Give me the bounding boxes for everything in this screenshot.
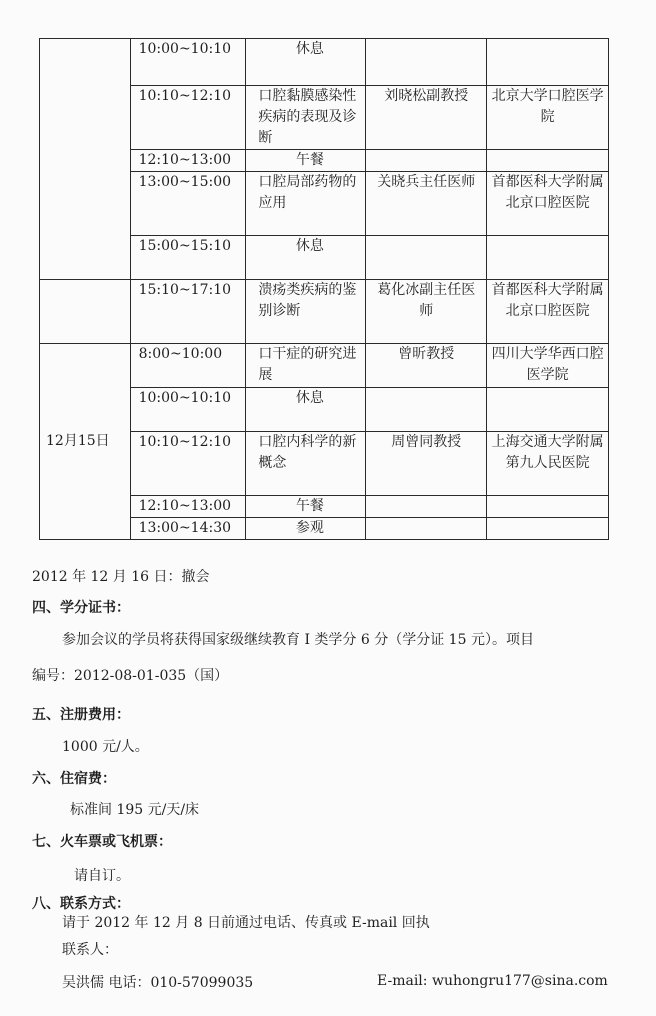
topic-cell (246, 150, 366, 172)
topic-text: 休息 (295, 390, 324, 406)
time-cell: 13:00~15:00 (130, 172, 246, 236)
topic-text: 口腔局部药物的应用 (258, 174, 357, 211)
speaker-cell: 曾昕教授 (366, 344, 487, 388)
time-cell: 10:00~10:10 (130, 39, 246, 86)
speaker-cell: 关晓兵主任医师 (366, 172, 487, 236)
section-credit-heading: 四、学分证书： (32, 600, 130, 616)
time-cell: 12:10~13:00 (130, 150, 246, 172)
schedule-table (39, 38, 609, 540)
speaker-cell: 葛化冰副主任医师 (366, 280, 487, 344)
topic-text: 休息 (295, 238, 324, 254)
speaker-cell: 刘晓松副教授 (366, 86, 487, 150)
topic-text: 休息 (295, 41, 324, 57)
table-row (40, 39, 609, 86)
time-cell: 10:10~12:10 (130, 86, 246, 150)
topic-text: 午餐 (295, 498, 324, 514)
topic-cell (246, 388, 366, 432)
departure-line: 2012 年 12 月 16 日：撤会 (32, 569, 210, 585)
contact-phone: 吴洪儒 电话：010-57099035 (62, 975, 254, 991)
contact-label: 联系人： (62, 942, 118, 958)
topic-cell (246, 518, 366, 540)
section-credit-text-1: 参加会议的学员将获得国家级继续教育 I 类学分 6 分（学分证 15 元）。项目 (62, 632, 534, 648)
topic-text: 参观 (295, 520, 324, 536)
contact-email: E-mail: wuhongru177@sina.com (377, 973, 608, 989)
speaker-cell (366, 496, 487, 518)
time-cell: 8:00~10:00 (130, 344, 246, 388)
topic-cell (246, 280, 366, 344)
topic-cell (246, 432, 366, 496)
topic-cell (246, 39, 366, 86)
table-row (40, 344, 609, 388)
speaker-cell (366, 518, 487, 540)
date-label: 12月15日 (46, 433, 110, 449)
institution-cell: 四川大学华西口腔医学院 (487, 344, 609, 388)
date-cell (40, 344, 131, 540)
speaker-cell (366, 39, 487, 86)
topic-cell (246, 86, 366, 150)
topic-cell (246, 496, 366, 518)
section-contact-heading: 八、联系方式： (32, 896, 130, 912)
topic-text: 午餐 (295, 152, 324, 168)
time-cell: 12:10~13:00 (130, 496, 246, 518)
section-fee-heading: 五、注册费用： (32, 707, 130, 723)
institution-cell: 上海交通大学附属第九人民医院 (487, 432, 609, 496)
speaker-cell: 周曾同教授 (366, 432, 487, 496)
speaker-cell (366, 388, 487, 432)
institution-cell (487, 496, 609, 518)
topic-cell (246, 172, 366, 236)
institution-cell (487, 388, 609, 432)
time-cell: 15:10~17:10 (130, 280, 246, 344)
date-cell-empty (40, 280, 131, 344)
topic-text: 口腔内科学的新概念 (258, 434, 357, 471)
speaker-cell (366, 236, 487, 280)
institution-cell: 首都医科大学附属北京口腔医院 (487, 280, 609, 344)
time-cell: 10:00~10:10 (130, 388, 246, 432)
section-lodging-heading: 六、住宿费： (32, 771, 116, 787)
institution-cell (487, 518, 609, 540)
institution-cell (487, 150, 609, 172)
section-ticket-heading: 七、火车票或飞机票： (32, 834, 172, 850)
section-lodging-text: 标准间 195 元/天/床 (70, 802, 200, 818)
date-cell-empty (40, 39, 131, 280)
institution-cell (487, 236, 609, 280)
institution-cell (487, 39, 609, 86)
section-credit-text-2: 编号：2012-08-01-035（国） (32, 668, 229, 684)
topic-cell (246, 236, 366, 280)
institution-cell: 首都医科大学附属北京口腔医院 (487, 172, 609, 236)
topic-cell (246, 344, 366, 388)
topic-text: 口腔黏膜感染性疾病的表现及诊断 (258, 88, 357, 146)
time-cell: 10:10~12:10 (130, 432, 246, 496)
section-contact-text: 请于 2012 年 12 月 8 日前通过电话、传真或 E-mail 回执 (62, 915, 430, 931)
topic-text: 口干症的研究进展 (258, 346, 357, 383)
time-cell: 13:00~14:30 (130, 518, 246, 540)
topic-text: 溃疡类疾病的鉴别诊断 (258, 282, 357, 319)
speaker-cell (366, 150, 487, 172)
table-row (40, 280, 609, 344)
time-cell: 15:00~15:10 (130, 236, 246, 280)
institution-cell: 北京大学口腔医学院 (487, 86, 609, 150)
section-fee-text: 1000 元/人。 (62, 739, 149, 755)
section-ticket-text: 请自订。 (74, 868, 130, 884)
